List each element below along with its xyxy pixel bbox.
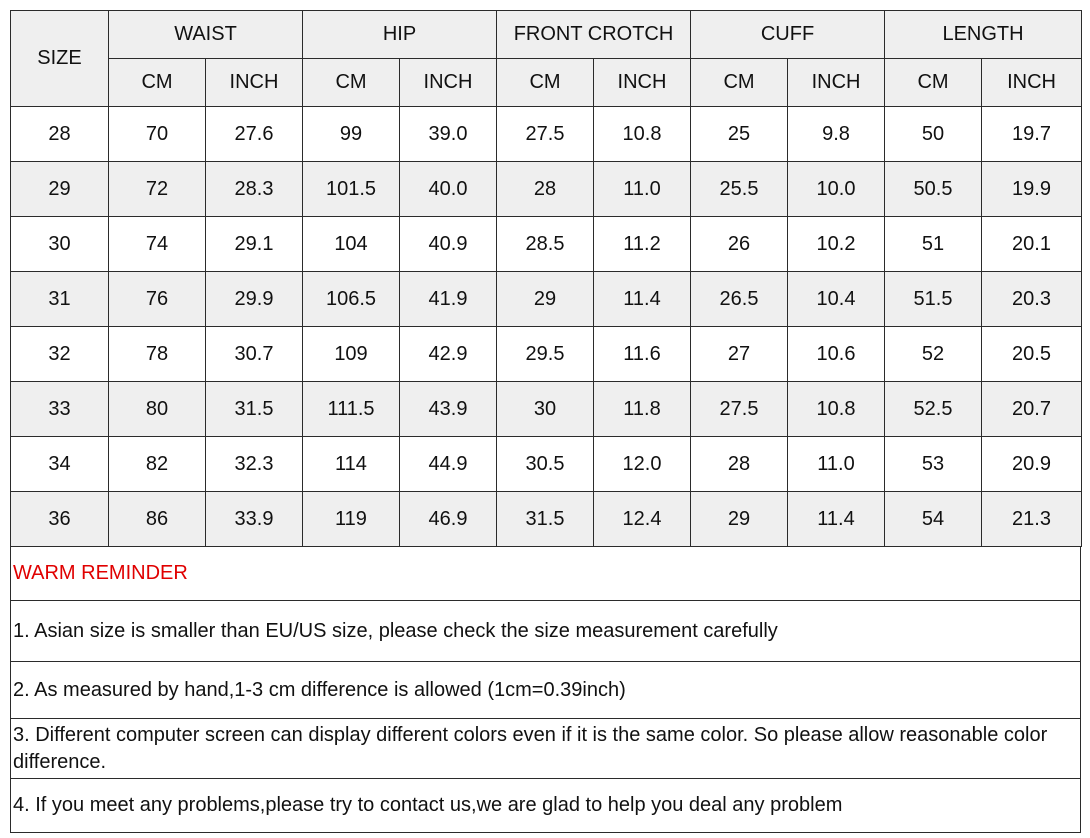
measure-cell: 29: [691, 492, 788, 547]
measure-cell: 32.3: [206, 437, 303, 492]
measure-cell: 28: [691, 437, 788, 492]
warm-reminder: [10, 547, 1081, 833]
measure-cell: 11.8: [594, 382, 691, 437]
reminder-item: 1. Asian size is smaller than EU/US size, please check the size measurement carefully: [11, 601, 1080, 662]
measure-cell: 40.9: [400, 217, 497, 272]
measure-cell: 70: [109, 107, 206, 162]
size-table: [10, 10, 1082, 547]
measure-cell: 10.8: [788, 382, 885, 437]
group-header-row: [11, 11, 1082, 59]
measure-cell: 80: [109, 382, 206, 437]
size-cell: 29: [11, 162, 109, 217]
measure-cell: 76: [109, 272, 206, 327]
measure-cell: 41.9: [400, 272, 497, 327]
measure-cell: 119: [303, 492, 400, 547]
measure-cell: 28.5: [497, 217, 594, 272]
measure-cell: 51: [885, 217, 982, 272]
measure-cell: 10.0: [788, 162, 885, 217]
group-header-length: LENGTH: [885, 11, 1082, 59]
measure-cell: 29: [497, 272, 594, 327]
measure-cell: 28.3: [206, 162, 303, 217]
measure-cell: 101.5: [303, 162, 400, 217]
table-row: [11, 217, 1082, 272]
measure-cell: 12.0: [594, 437, 691, 492]
measure-cell: 31.5: [206, 382, 303, 437]
measure-cell: 40.0: [400, 162, 497, 217]
unit-header-row: [11, 59, 1082, 107]
size-cell: 33: [11, 382, 109, 437]
measure-cell: 29.1: [206, 217, 303, 272]
measure-cell: 28: [497, 162, 594, 217]
measure-cell: 82: [109, 437, 206, 492]
measure-cell: 114: [303, 437, 400, 492]
size-chart: [10, 10, 1081, 833]
measure-cell: 11.6: [594, 327, 691, 382]
measure-cell: 33.9: [206, 492, 303, 547]
reminder-item: 2. As measured by hand,1-3 cm difference is allowed (1cm=0.39inch): [11, 662, 1080, 719]
measure-cell: 29.9: [206, 272, 303, 327]
measure-cell: 9.8: [788, 107, 885, 162]
measure-cell: 54: [885, 492, 982, 547]
measure-cell: 11.0: [594, 162, 691, 217]
unit-header: CM: [109, 59, 206, 107]
measure-cell: 111.5: [303, 382, 400, 437]
unit-header: INCH: [400, 59, 497, 107]
unit-header: CM: [497, 59, 594, 107]
measure-cell: 25.5: [691, 162, 788, 217]
size-cell: 28: [11, 107, 109, 162]
measure-cell: 51.5: [885, 272, 982, 327]
reminder-title: WARM REMINDER: [11, 547, 1080, 601]
measure-cell: 42.9: [400, 327, 497, 382]
measure-cell: 53: [885, 437, 982, 492]
measure-cell: 30.5: [497, 437, 594, 492]
measure-cell: 50: [885, 107, 982, 162]
measure-cell: 10.2: [788, 217, 885, 272]
measure-cell: 44.9: [400, 437, 497, 492]
unit-header: CM: [303, 59, 400, 107]
table-row: [11, 272, 1082, 327]
table-row: [11, 382, 1082, 437]
reminder-item: 4. If you meet any problems,please try to contact us,we are glad to help you deal any problem: [11, 779, 1080, 833]
measure-cell: 20.7: [982, 382, 1082, 437]
size-cell: 32: [11, 327, 109, 382]
measure-cell: 26: [691, 217, 788, 272]
measure-cell: 20.5: [982, 327, 1082, 382]
measure-cell: 11.0: [788, 437, 885, 492]
measure-cell: 43.9: [400, 382, 497, 437]
measure-cell: 99: [303, 107, 400, 162]
group-header-waist: WAIST: [109, 11, 303, 59]
measure-cell: 27.6: [206, 107, 303, 162]
measure-cell: 104: [303, 217, 400, 272]
measure-cell: 74: [109, 217, 206, 272]
table-row: [11, 162, 1082, 217]
measure-cell: 12.4: [594, 492, 691, 547]
measure-cell: 20.1: [982, 217, 1082, 272]
measure-cell: 27.5: [691, 382, 788, 437]
measure-cell: 20.9: [982, 437, 1082, 492]
table-row: [11, 492, 1082, 547]
unit-header: INCH: [594, 59, 691, 107]
measure-cell: 30: [497, 382, 594, 437]
size-cell: 34: [11, 437, 109, 492]
table-row: [11, 107, 1082, 162]
reminder-item: 3. Different computer screen can display different colors even if it is the same color. So please allow reasonable color difference.: [11, 719, 1080, 779]
measure-cell: 26.5: [691, 272, 788, 327]
unit-header: CM: [691, 59, 788, 107]
measure-cell: 27: [691, 327, 788, 382]
measure-cell: 19.9: [982, 162, 1082, 217]
measure-cell: 30.7: [206, 327, 303, 382]
measure-cell: 19.7: [982, 107, 1082, 162]
measure-cell: 50.5: [885, 162, 982, 217]
measure-cell: 10.8: [594, 107, 691, 162]
size-cell: 36: [11, 492, 109, 547]
measure-cell: 46.9: [400, 492, 497, 547]
size-header: SIZE: [11, 11, 109, 107]
size-cell: 30: [11, 217, 109, 272]
table-row: [11, 327, 1082, 382]
table-row: [11, 437, 1082, 492]
measure-cell: 11.2: [594, 217, 691, 272]
measure-cell: 11.4: [594, 272, 691, 327]
unit-header: CM: [885, 59, 982, 107]
measure-cell: 72: [109, 162, 206, 217]
group-header-cuff: CUFF: [691, 11, 885, 59]
measure-cell: 20.3: [982, 272, 1082, 327]
measure-cell: 25: [691, 107, 788, 162]
size-cell: 31: [11, 272, 109, 327]
unit-header: INCH: [788, 59, 885, 107]
unit-header: INCH: [206, 59, 303, 107]
measure-cell: 29.5: [497, 327, 594, 382]
group-header-front-crotch: FRONT CROTCH: [497, 11, 691, 59]
table-body: [11, 107, 1082, 547]
measure-cell: 11.4: [788, 492, 885, 547]
measure-cell: 78: [109, 327, 206, 382]
measure-cell: 39.0: [400, 107, 497, 162]
measure-cell: 31.5: [497, 492, 594, 547]
measure-cell: 109: [303, 327, 400, 382]
measure-cell: 106.5: [303, 272, 400, 327]
measure-cell: 10.6: [788, 327, 885, 382]
measure-cell: 27.5: [497, 107, 594, 162]
measure-cell: 52.5: [885, 382, 982, 437]
measure-cell: 52: [885, 327, 982, 382]
unit-header: INCH: [982, 59, 1082, 107]
measure-cell: 10.4: [788, 272, 885, 327]
group-header-hip: HIP: [303, 11, 497, 59]
measure-cell: 21.3: [982, 492, 1082, 547]
measure-cell: 86: [109, 492, 206, 547]
